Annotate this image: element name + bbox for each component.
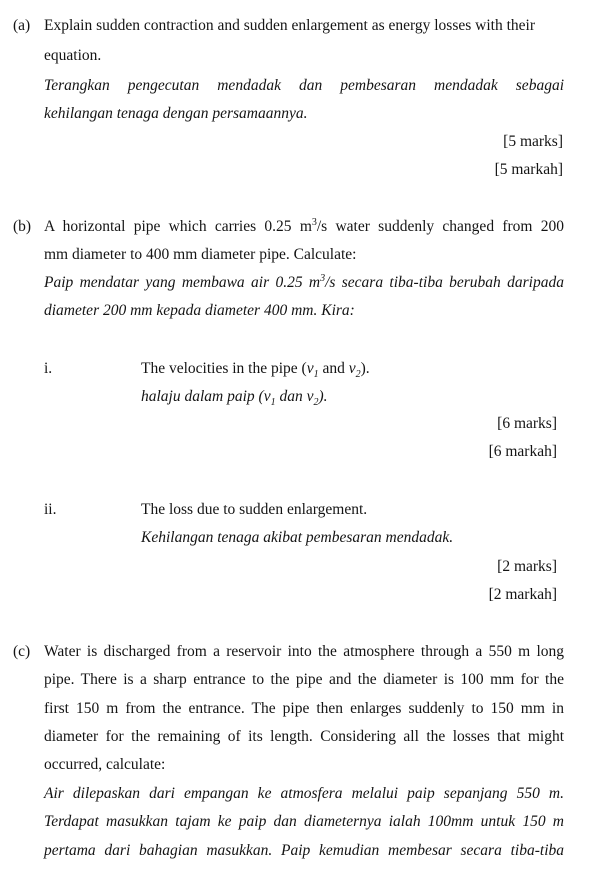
sub-i-text-pre: The velocities in the pipe ( xyxy=(141,360,307,377)
sub-i-malay-sub1: 1 xyxy=(270,397,276,409)
question-a-label: (a) xyxy=(13,17,31,34)
sub-i-markah: [6 markah] xyxy=(488,443,557,460)
question-a-text-line2: equation. xyxy=(44,47,102,64)
sub-i-marks: [6 marks] xyxy=(497,415,557,432)
sub-i-v1-sub: 1 xyxy=(313,369,319,381)
question-b-malay-line2: diameter 200 mm kepada diameter 400 mm. Kira: xyxy=(44,302,355,319)
question-c-line1: Water is discharged from a reservoir into the atmosphere through a 550 m long xyxy=(44,643,564,660)
sub-i-malay-post: ). xyxy=(318,388,328,405)
question-b-line1-post: /s water suddenly changed from 200 xyxy=(316,218,564,235)
sub-i-text-post: ). xyxy=(360,360,370,377)
sub-i-and: and xyxy=(318,360,349,377)
question-b-line2: mm diameter to 400 mm diameter pipe. Calculate: xyxy=(44,246,357,263)
sub-i-text xyxy=(141,359,370,379)
question-b-malay-line1 xyxy=(44,273,564,293)
question-b-label: (b) xyxy=(13,218,32,235)
sub-i-malay-sub2: 2 xyxy=(313,397,319,409)
question-a-malay-line1: Terangkan pengecutan mendadak dan pembesaran mendadak sebagai xyxy=(44,77,564,94)
question-a-malay-line2: kehilangan tenaga dengan persamaannya. xyxy=(44,105,308,122)
question-a-markah xyxy=(495,160,563,180)
question-b-malay-line1-sup: 3 xyxy=(320,272,326,284)
question-b-malay-line1-pre: Paip mendatar yang membawa air 0.25 m xyxy=(44,274,321,291)
question-c-malay-line2: Terdapat masukkan tajam ke paip dan diameternya ialah 100mm untuk 150 m xyxy=(44,813,564,830)
question-a-marks: [5 marks] xyxy=(503,133,563,150)
sub-i-numeral: i. xyxy=(44,360,53,377)
question-c-label: (c) xyxy=(13,643,31,660)
sub-ii-markah: [2 markah] xyxy=(488,586,557,603)
sub-i-v2: v xyxy=(348,360,356,377)
sub-i-v1: v xyxy=(306,360,314,377)
question-c-malay-line1: Air dilepaskan dari empangan ke atmosfera melalui paip sepanjang 550 m. xyxy=(44,785,564,802)
question-a-markah-text: [5 markah] xyxy=(494,161,563,178)
question-c-line2: pipe. There is a sharp entrance to the pipe and the diameter is 100 mm for the xyxy=(44,671,564,688)
question-b-line1-sup: 3 xyxy=(311,216,317,228)
question-b-line1-pre: A horizontal pipe which carries 0.25 m xyxy=(44,218,312,235)
question-c-line3: first 150 m from the entrance. The pipe then enlarges suddenly to 150 mm in xyxy=(44,700,564,717)
sub-ii-malay: Kehilangan tenaga akibat pembesaran mendadak. xyxy=(141,529,454,546)
sub-ii-numeral: ii. xyxy=(44,501,57,518)
question-c-line4: diameter for the remaining of its length. Considering all the losses that might xyxy=(44,728,564,745)
sub-i-malay xyxy=(141,387,328,407)
sub-i-v2-sub: 2 xyxy=(355,369,361,381)
sub-i-malay-pre: halaju dalam paip (v xyxy=(141,388,271,405)
question-a-text-line1: Explain sudden contraction and sudden enlargement as energy losses with their xyxy=(44,17,535,34)
question-b-malay-line1-post: /s secara tiba-tiba berubah daripada xyxy=(325,274,564,291)
sub-ii-marks: [2 marks] xyxy=(497,558,557,575)
question-b-line1 xyxy=(44,217,564,237)
sub-i-malay-mid: dan v xyxy=(275,388,314,405)
sub-ii-text: The loss due to sudden enlargement. xyxy=(141,501,368,518)
question-c-line5: occurred, calculate: xyxy=(44,756,166,773)
question-c-malay-line3: pertama dari bahagian masukkan. Paip kemudian membesar secara tiba-tiba xyxy=(44,842,564,859)
